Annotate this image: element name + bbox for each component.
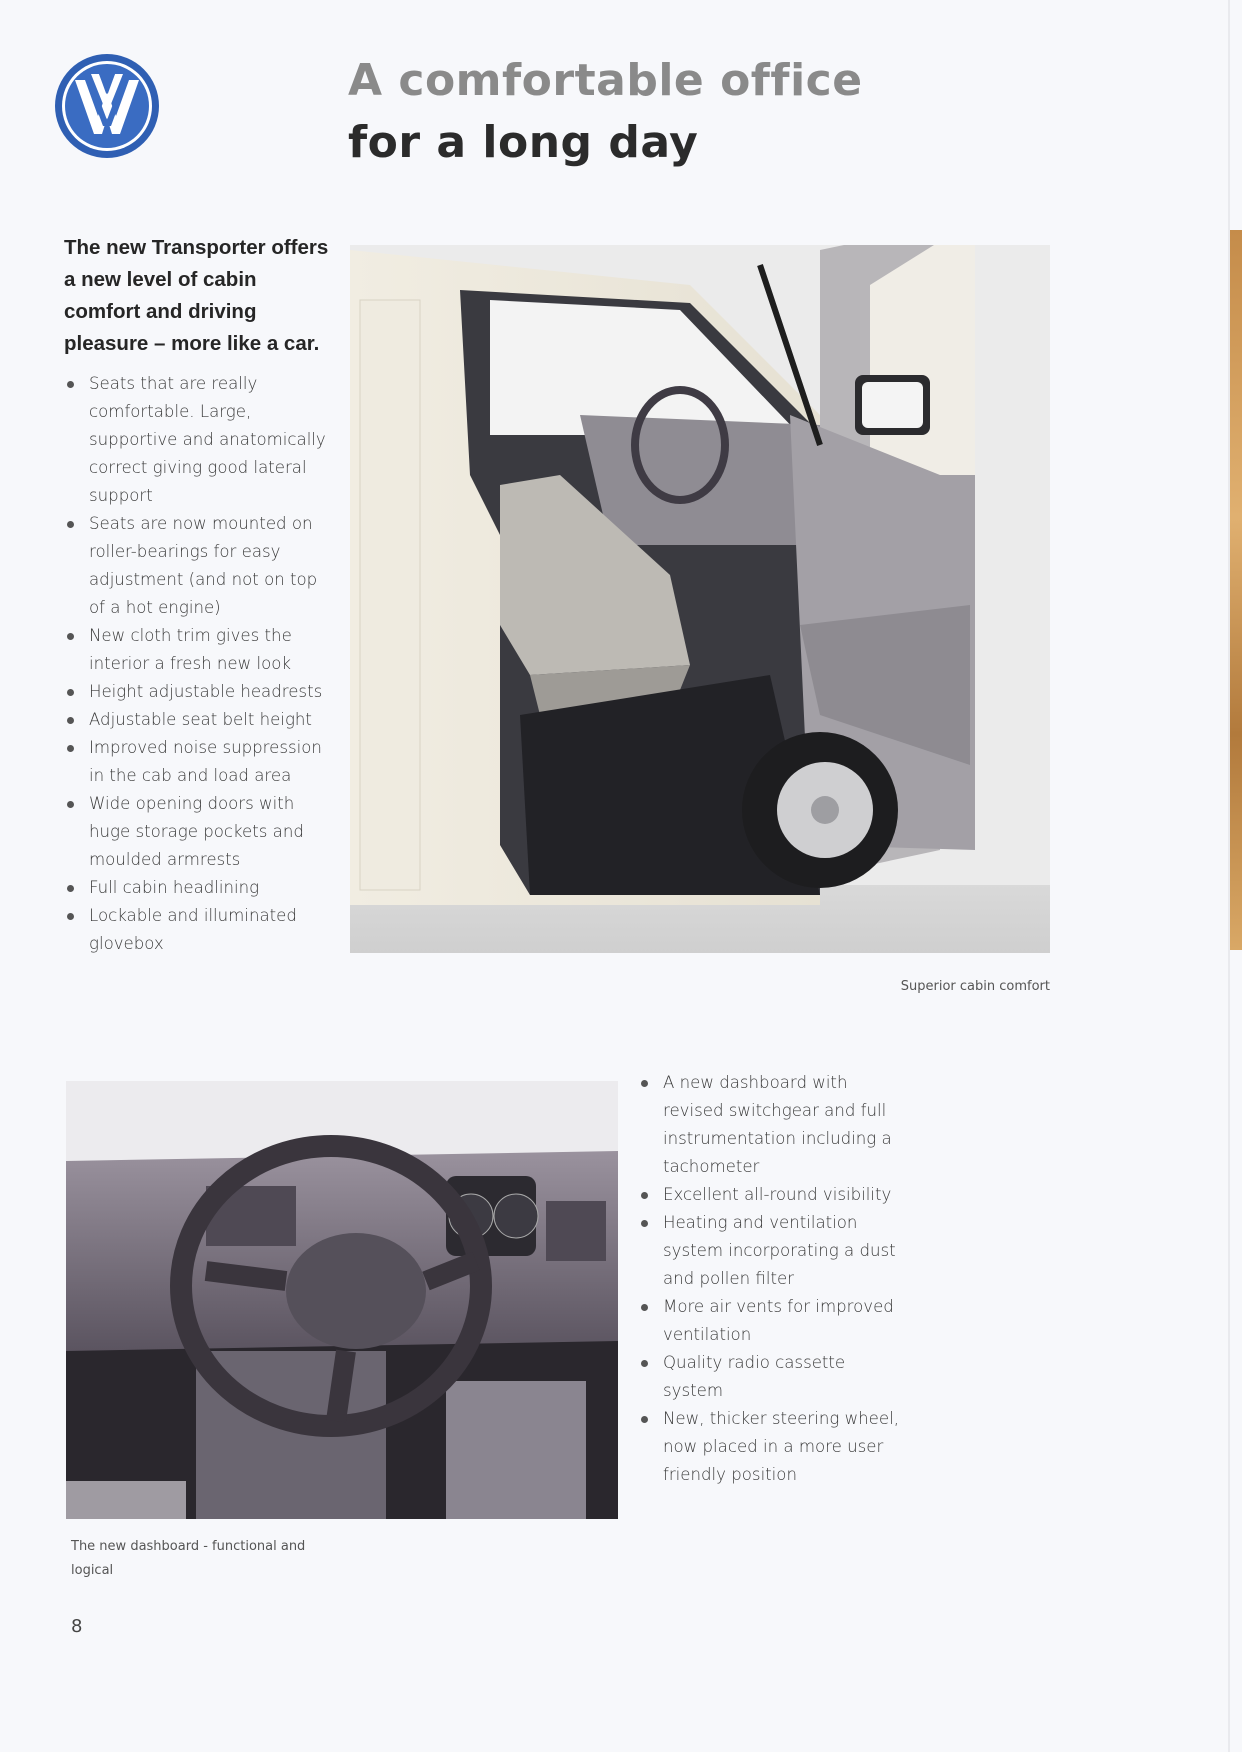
right-feature-list — [638, 1069, 908, 1489]
list-item: Seats are now mounted on roller-bearings for easy adjustment (and not on top of a hot engine) — [64, 510, 336, 622]
list-item: Excellent all-round visibility — [638, 1181, 908, 1209]
list-item: Improved noise suppression in the cab and load area — [64, 734, 336, 790]
cabin-caption: Superior cabin comfort — [900, 979, 1050, 994]
list-item: Full cabin headlining — [64, 874, 336, 902]
cabin-photo — [350, 245, 1050, 953]
title-line-2: for a long day — [348, 117, 699, 168]
dashboard-photo — [66, 1081, 618, 1519]
list-item: Quality radio cassette system — [638, 1349, 908, 1405]
list-item: Height adjustable headrests — [64, 678, 336, 706]
title-line-1: A comfortable office — [348, 55, 863, 106]
dashboard-caption: The new dashboard - functional and logical — [71, 1539, 306, 1578]
intro-text: The new Transporter offers a new level of cabin comfort and driving pleasure – more like a car. — [64, 236, 329, 355]
page-title — [348, 50, 863, 174]
list-item: More air vents for improved ventilation — [638, 1293, 908, 1349]
list-item: New cloth trim gives the interior a fresh new look — [64, 622, 336, 678]
list-item: Seats that are really comfortable. Large, supportive and anatomically correct giving good lateral support — [64, 370, 336, 510]
page-number: 8 — [71, 1616, 83, 1637]
list-item: A new dashboard with revised switchgear and full instrumentation including a tachometer — [638, 1069, 908, 1181]
left-feature-list — [64, 370, 336, 958]
vw-logo-icon — [53, 52, 161, 160]
list-item: Lockable and illuminated glovebox — [64, 902, 336, 958]
list-item: Wide opening doors with huge storage pockets and moulded armrests — [64, 790, 336, 874]
list-item: Heating and ventilation system incorporating a dust and pollen filter — [638, 1209, 908, 1293]
next-page-edge — [1230, 230, 1242, 950]
list-item: Adjustable seat belt height — [64, 706, 336, 734]
list-item: New, thicker steering wheel, now placed in a more user friendly position — [638, 1405, 908, 1489]
